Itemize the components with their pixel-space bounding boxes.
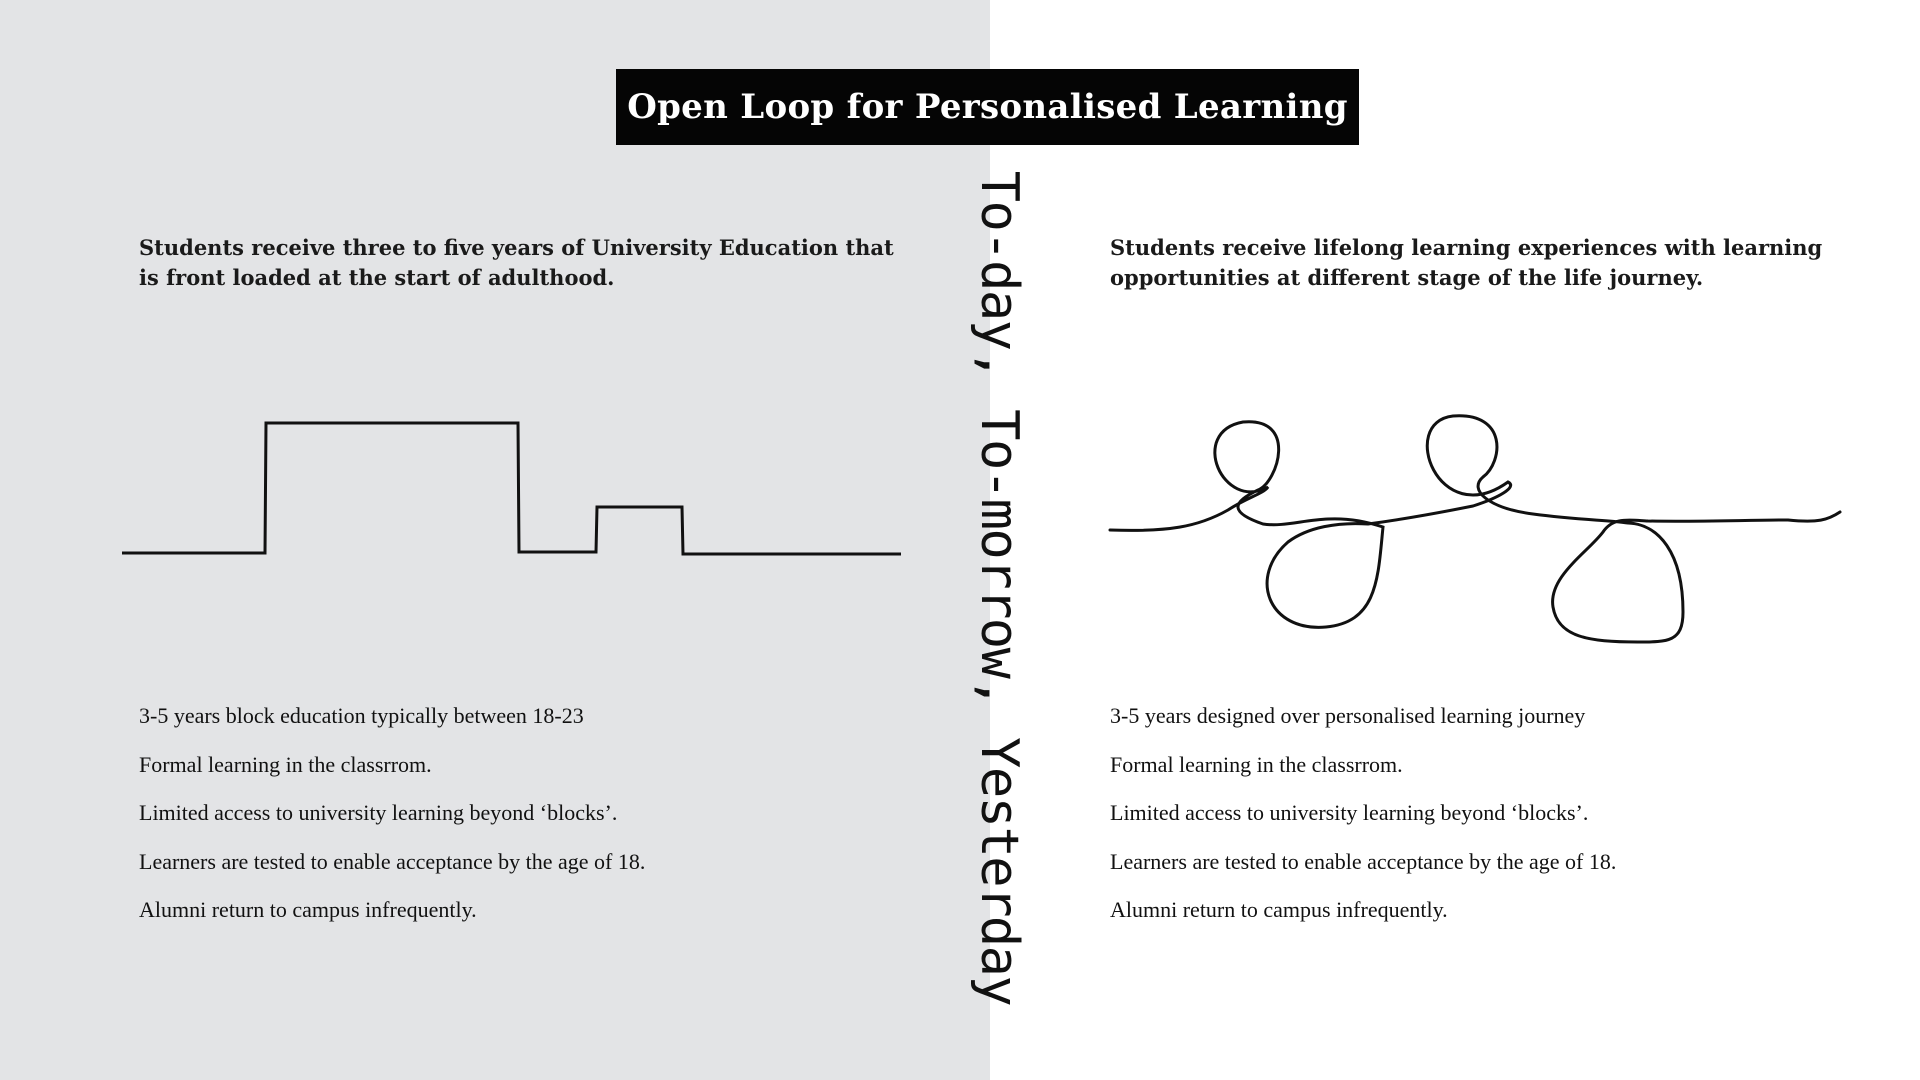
right-intro-text: Students receive lifelong learning experiences with learning opportunities at different stage of the life journey. xyxy=(1110,235,1823,290)
right-point: 3-5 years designed over personalised learning journey xyxy=(1110,703,1586,728)
left-points-list xyxy=(139,700,959,943)
left-point: 3-5 years block education typically between 18-23 xyxy=(139,703,584,728)
block-education-step-diagram xyxy=(120,415,905,575)
left-point: Learners are tested to enable acceptance by the age of 18. xyxy=(139,848,646,874)
right-point: Limited access to university learning beyond ‘blocks’. xyxy=(1110,800,1589,825)
right-points-list xyxy=(1110,700,1910,943)
step-line xyxy=(122,423,901,554)
lifelong-learning-loop-diagram xyxy=(1108,402,1843,672)
left-point: Limited access to university learning beyond ‘blocks’. xyxy=(139,800,618,825)
right-point: Alumni return to campus infrequently. xyxy=(1110,897,1448,922)
loop-line xyxy=(1110,416,1840,642)
page-title: Open Loop for Personalised Learning xyxy=(627,87,1348,127)
right-point: Formal learning in the classrrom. xyxy=(1110,751,1403,777)
left-point: Formal learning in the classrrom. xyxy=(139,751,432,777)
title-banner xyxy=(616,69,1359,145)
left-intro-text: Students receive three to five years of University Education that is front loaded at the start of adulthood. xyxy=(139,235,894,290)
vertical-divider-label: To-day, To-morrow, Yesterday xyxy=(969,170,1029,1006)
right-point: Learners are tested to enable acceptance by the age of 18. xyxy=(1110,848,1617,874)
left-point: Alumni return to campus infrequently. xyxy=(139,897,477,922)
